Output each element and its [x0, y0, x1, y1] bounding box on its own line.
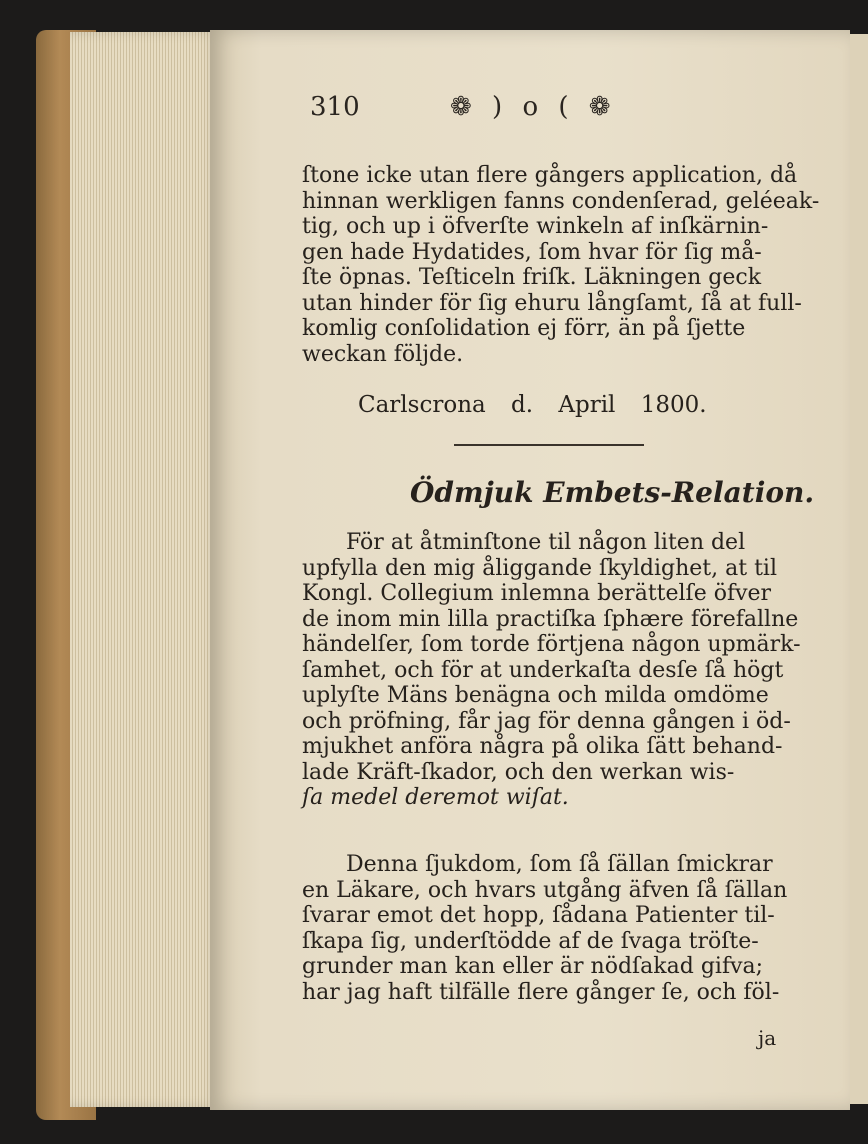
text-line: lade Kräft-ſkador, och den werkan wis-: [302, 759, 735, 785]
header-ornament: ❁ ) o ( ❁: [450, 92, 617, 122]
text-line: tig, och up i öfverſte winkeln af inſkärnin-: [302, 214, 769, 239]
paragraph-3: [302, 852, 802, 1005]
page-stack-edges: [70, 32, 220, 1107]
text-line: ſtone icke utan flere gångers application, då: [302, 163, 798, 188]
book-page: [210, 30, 850, 1110]
section-heading: Ödmjuk Embets-Relation.: [410, 476, 815, 509]
text-line: Kongl. Collegium inlemna berättelſe öfver: [302, 581, 772, 606]
text-line: ſa medel deremot wiſat.: [302, 785, 569, 810]
paragraph-1: [302, 163, 820, 367]
text-line: komlig conſolidation ej förr, än på ſjette: [302, 316, 746, 341]
paragraph-2: [302, 530, 802, 811]
text-line: ſte öpnas. Teſticeln friſk. Läkningen geck: [302, 265, 762, 290]
text-line: en Läkare, och hvars utgång äfven ſå ſällan: [302, 877, 788, 903]
text-line: händelſer, ſom torde förtjena någon upmärk-: [302, 632, 801, 657]
text-line: Denna ſjukdom, ſom ſå ſällan ſmickrar: [346, 852, 773, 877]
text-line: För at åtminſtone til någon liten del: [346, 530, 746, 555]
catchword: ja: [758, 1026, 777, 1050]
text-line: hinnan werkligen fanns condenſerad, geléeak-: [302, 188, 820, 214]
text-line: har jag haft tilfälle flere gånger ſe, och föl-: [302, 979, 780, 1005]
text-line: weckan följde.: [302, 341, 464, 367]
text-line: grunder man kan eller är nödſakad gifva;: [302, 954, 764, 979]
text-line: utan hinder för ſig ehuru långſamt, ſå at full-: [302, 290, 802, 316]
text-line: ſkapa ſig, underſtödde af de ſvaga tröſte-: [302, 928, 759, 954]
text-line: uplyſte Mäns benägna och milda omdöme: [302, 683, 769, 708]
section-divider: [454, 444, 644, 446]
text-line: de inom min lilla practiſka ſphære förefallne: [302, 606, 799, 632]
text-line: mjukhet anföra några på olika ſätt behand-: [302, 734, 783, 759]
dateline: Carlscrona d. April 1800.: [358, 392, 707, 418]
text-line: och pröfning, får jag för denna gången i öd-: [302, 708, 791, 734]
text-line: upfylla den mig åliggande ſkyldighet, at til: [302, 555, 777, 581]
page-number: 310: [310, 92, 360, 122]
text-line: ſamhet, och för at underkaſta desſe ſå högt: [302, 657, 784, 683]
text-line: gen hade Hydatides, ſom hvar för ſig må-: [302, 239, 762, 265]
text-line: ſvarar emot det hopp, ſådana Patienter til-: [302, 903, 775, 928]
